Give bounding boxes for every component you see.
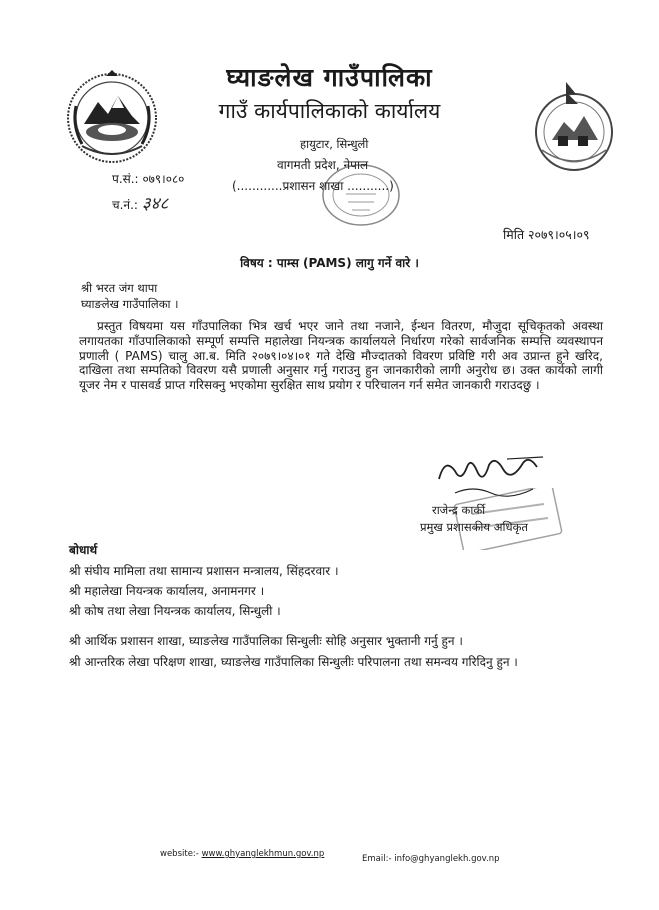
email-link[interactable]: info@ghyanglekh.gov.np <box>394 854 500 864</box>
reference-value: ०७९।०८० <box>142 172 185 186</box>
dispatch-number <box>112 191 168 214</box>
cc-item: श्री आर्थिक प्रशासन शाखा, घ्याङलेख गाउँपालिका सिन्धुलीः सोहि अनुसार भुक्तानी गर्नु हुन । <box>69 634 463 648</box>
website-label: website:- <box>160 849 199 859</box>
cc-item: श्री महालेखा नियन्त्रक कार्यालय, अनामनगर । <box>69 584 265 598</box>
recipient-name: श्री भरत जंग थापा <box>81 281 158 295</box>
cc-heading: बोधार्थ <box>69 543 98 557</box>
designation-stamp <box>452 488 564 550</box>
dispatch-value: ३४८ <box>141 194 169 214</box>
cc-item: श्री संघीय मामिला तथा सामान्य प्रशासन मन्त्रालय, सिंहदरवार । <box>69 564 339 578</box>
signatory-name: राजेन्द्र कार्की <box>432 503 486 517</box>
signatory-title: प्रमुख प्रशासकीय अधिकृत <box>420 520 528 534</box>
letter-subject: विषय : पाम्स (PAMS) लागु गर्ने वारे । <box>240 256 419 270</box>
municipality-logo <box>522 80 624 180</box>
reference-number <box>112 170 184 187</box>
recipient-office: घ्याङलेख गाउँपालिका । <box>81 297 179 311</box>
address-location: हायुटार, सिन्धुली <box>300 137 369 151</box>
dispatch-label: च.नं.: <box>112 198 138 212</box>
cc-item: श्री कोष तथा लेखा नियन्त्रक कार्यालय, सिन्धुली । <box>69 604 281 618</box>
letter-body: प्रस्तुत विषयमा यस गाँउपालिका भित्र खर्च भएर जाने तथा नजाने, ईन्धन वितरण, मौजुदा सूचिकृतको अवस्था लगायतका गाँउपालिकाको सम्पूर्ण सम्पत्ति महालेखा नियन्त्रक कार्यालयले निर्धारण गरेको सार्वजनिक सम्पत्ति व्यवस्थापन प्रणाली ( PAMS) चालु आ.ब. मिति २०७९।०४।०१ गते देखि मौज्दातको विवरण प्रविष्टि गरी अव उप्रान्त हुने खरिद, दाखिला तथा सम्पतिको विवरण यसै प्रणाली अनुसार गर्नु गराउनु हुन जानकारीको लागी अनुरोध छ। उक्त कार्यको लागी यूजर नेम र पासवर्ड प्राप्त गरिसक्नु भएकोमा सुरक्षित साथ प्रयोग र परिचालन गर्न समेत जानकारी गराउदछु । <box>79 319 603 393</box>
section-name: (............प्रशासन शाखा ...........) <box>232 179 394 193</box>
address-province: वागमती प्रदेश, नेपाल <box>277 158 369 172</box>
letter-date: मिति २०७९।०५।०९ <box>503 227 590 242</box>
footer-email <box>362 854 500 864</box>
reference-label: प.सं.: <box>112 172 139 186</box>
email-label: Email:- <box>362 854 392 864</box>
cc-item: श्री आन्तरिक लेखा परिक्षण शाखा, घ्याङलेख गाउँपालिका सिन्धुलीः परिपालना तथा समन्वय गरिदिनु हुन । <box>69 655 518 669</box>
municipality-name: घ्याङलेख गाउँपालिका <box>226 63 433 92</box>
office-name: गाउँ कार्यपालिकाको कार्यालय <box>218 99 441 123</box>
website-link[interactable]: www.ghyanglekhmun.gov.np <box>201 849 325 859</box>
footer-website <box>160 849 324 859</box>
